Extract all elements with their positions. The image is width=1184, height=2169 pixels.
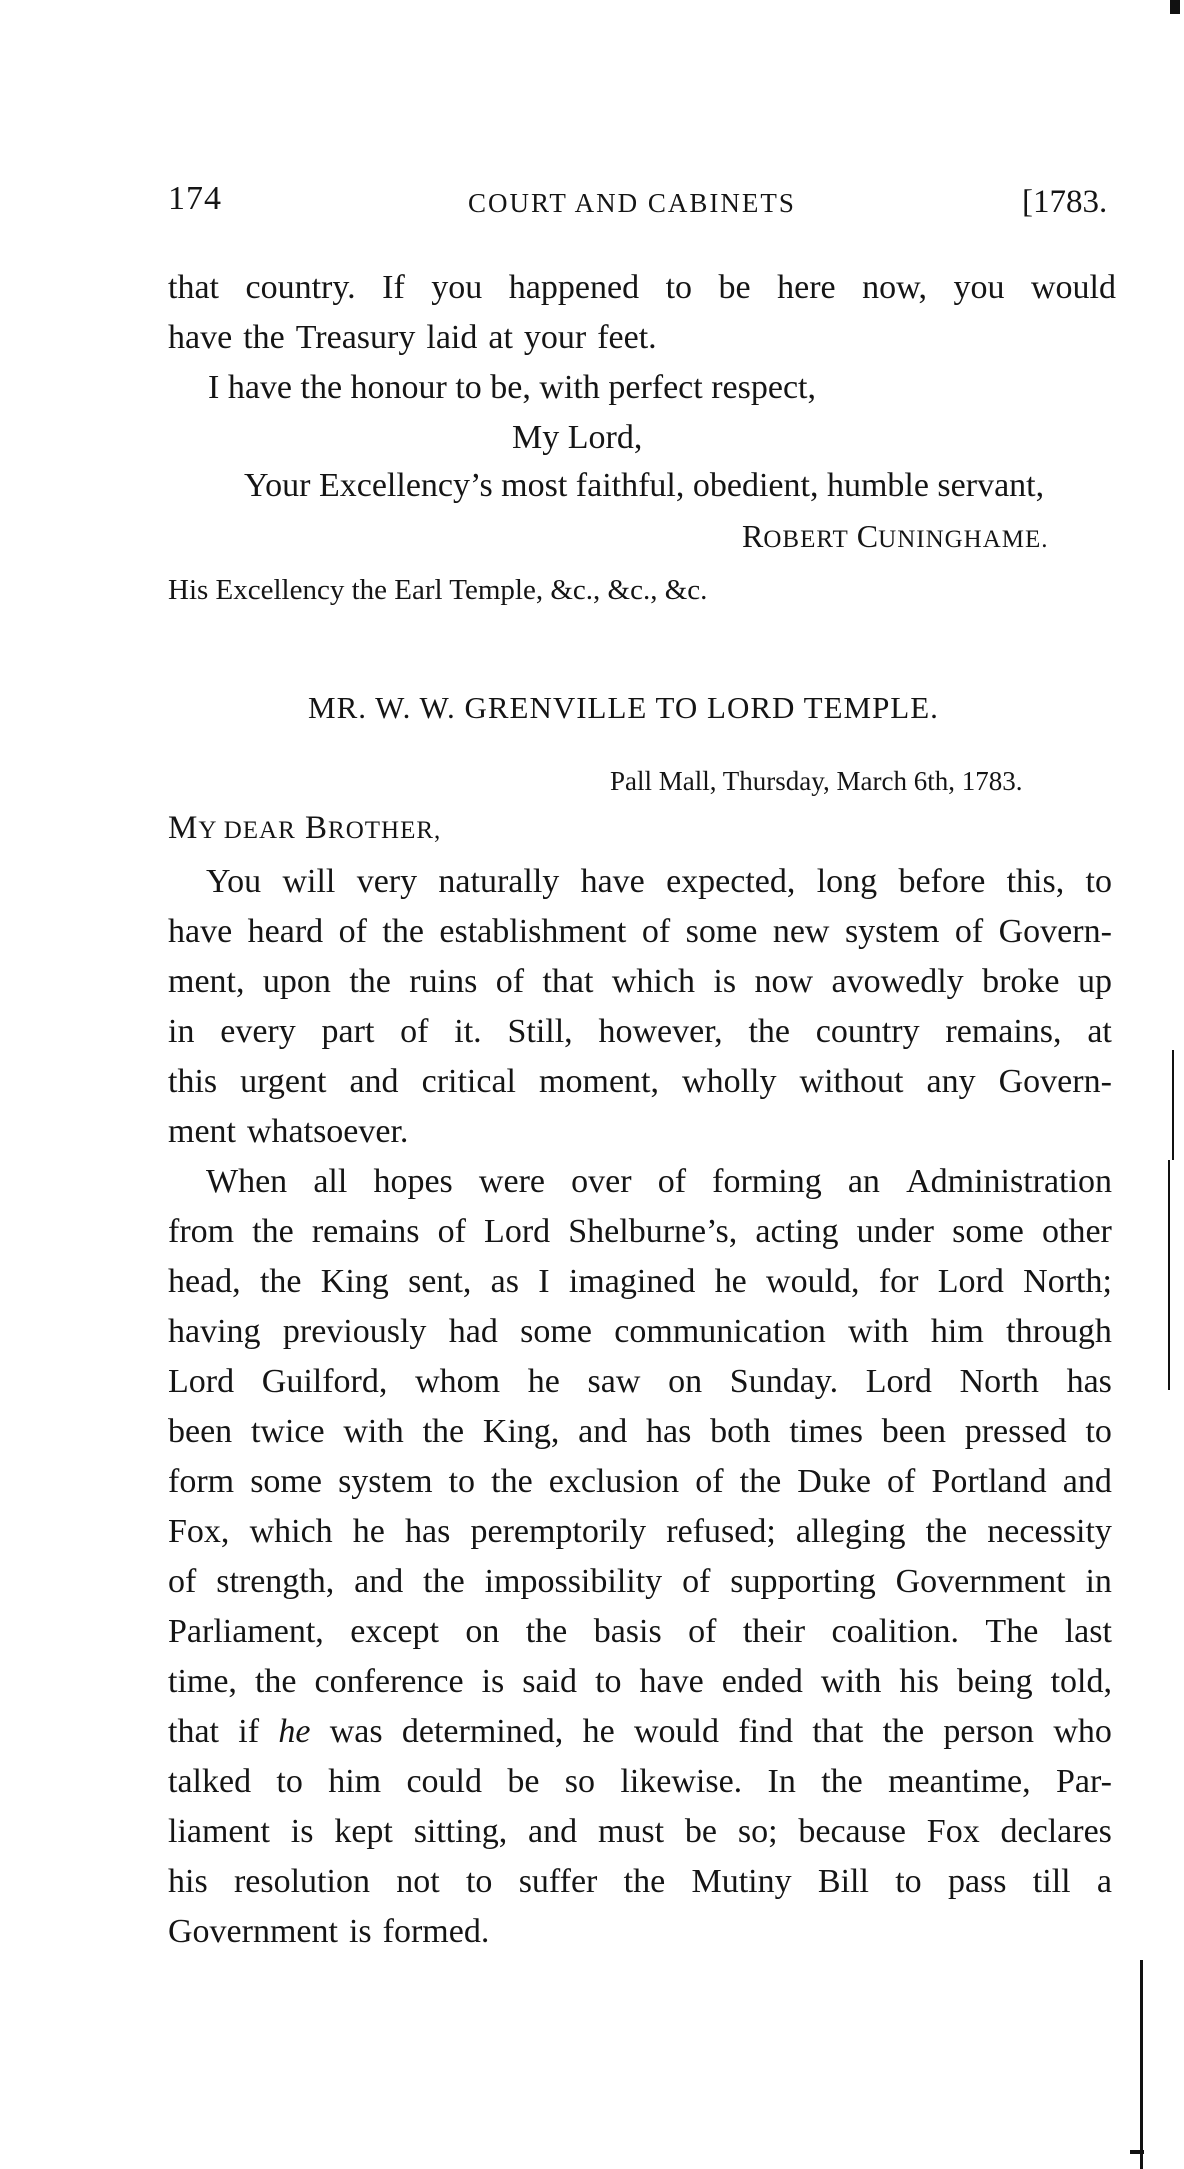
word: formed. — [382, 1913, 490, 1950]
word: I — [538, 1263, 550, 1300]
word: of — [657, 1163, 687, 1200]
word: you — [431, 269, 483, 306]
word: Lord — [484, 1213, 551, 1250]
word: had — [448, 1313, 498, 1350]
word: with — [820, 1663, 882, 1700]
word: who — [1053, 1713, 1112, 1750]
word: communication — [614, 1313, 826, 1350]
word: system — [844, 913, 940, 950]
word: be — [507, 1763, 540, 1800]
word: all — [313, 1163, 348, 1200]
word: times — [789, 1413, 863, 1450]
paragraph-2-line — [168, 1662, 1112, 1702]
word: on — [668, 1363, 703, 1400]
word: talked — [168, 1763, 252, 1800]
scan-edge-line-bottom — [1130, 2150, 1144, 2154]
previous-letter-line — [168, 318, 1116, 358]
word: remains, — [945, 1013, 1062, 1050]
word: pressed — [964, 1413, 1067, 1450]
word: When — [206, 1163, 288, 1200]
word: he — [582, 1713, 615, 1750]
word: being — [957, 1663, 1033, 1700]
word: that — [168, 269, 219, 306]
word: been — [881, 1413, 946, 1450]
word: is — [481, 1663, 505, 1700]
word: King, — [482, 1413, 560, 1450]
word: with — [343, 1413, 404, 1450]
word: declares — [1000, 1813, 1112, 1850]
word: and — [578, 1413, 628, 1450]
word: part — [321, 1013, 375, 1050]
word: find — [738, 1713, 794, 1750]
word: Bill — [817, 1863, 869, 1900]
word: of — [954, 913, 984, 950]
word: now, — [862, 269, 927, 306]
word: imagined — [568, 1263, 696, 1300]
word: has — [646, 1413, 692, 1450]
word: time, — [168, 1663, 237, 1700]
word: avowedly — [831, 963, 964, 1000]
word: an — [847, 1163, 880, 1200]
word: Shelburne’s, — [568, 1213, 738, 1250]
word: his — [899, 1663, 940, 1700]
word: sent, — [408, 1263, 472, 1300]
word: new — [772, 913, 830, 950]
paragraph-2-line — [168, 1562, 1112, 1602]
word: he — [714, 1263, 747, 1300]
word: peremptorily — [470, 1513, 647, 1550]
word: will — [282, 863, 336, 900]
word: is — [713, 963, 737, 1000]
word: Govern- — [998, 1063, 1112, 1100]
word: coalition. — [831, 1613, 960, 1650]
word: urgent — [240, 1063, 327, 1100]
word: so; — [737, 1813, 778, 1850]
word: meantime, — [888, 1763, 1031, 1800]
word: both — [710, 1413, 771, 1450]
word: would, — [766, 1263, 860, 1300]
paragraph-2-line — [168, 1262, 1112, 1302]
word: some — [952, 1213, 1024, 1250]
word: the — [882, 1713, 925, 1750]
word: and — [354, 1563, 404, 1600]
word: establishment — [439, 913, 627, 950]
word: except — [350, 1613, 439, 1650]
salutation-rest-1: Y DEAR — [198, 817, 296, 844]
word: now — [754, 963, 814, 1000]
word: to — [665, 269, 693, 306]
word: and — [528, 1813, 578, 1850]
word: you — [953, 269, 1005, 306]
word: last — [1064, 1613, 1112, 1650]
word: and — [349, 1063, 399, 1100]
word: necessity — [987, 1513, 1112, 1550]
word: in — [168, 1013, 195, 1050]
word: up — [1077, 963, 1112, 1000]
word: here — [777, 269, 836, 306]
word: the — [525, 1613, 568, 1650]
word: with — [848, 1313, 909, 1350]
word: North — [959, 1363, 1039, 1400]
word: of — [887, 1463, 916, 1500]
word: of — [688, 1613, 717, 1650]
word: the — [491, 1463, 533, 1500]
word: Lord — [865, 1363, 932, 1400]
word: of — [400, 1013, 429, 1050]
running-title: COURT AND CABINETS — [468, 188, 796, 218]
paragraph-1-line — [168, 962, 1112, 1002]
word: strength, — [216, 1563, 335, 1600]
word: Government — [168, 1913, 338, 1950]
word: ended — [721, 1663, 803, 1700]
servant-line: Your Excellency’s most faithful, obedient, humble servant, — [244, 467, 1045, 504]
word: of — [682, 1563, 711, 1600]
paragraph-1-line — [168, 1012, 1112, 1052]
word: person — [943, 1713, 1035, 1750]
word: would — [1031, 269, 1116, 306]
word: Government — [895, 1563, 1066, 1600]
word: the — [748, 1013, 790, 1050]
word: pass — [947, 1863, 1007, 1900]
paragraph-2-line — [168, 1412, 1112, 1452]
word: of — [695, 1463, 724, 1500]
word: if — [238, 1713, 260, 1750]
my-lord-line: My Lord, — [512, 419, 643, 456]
word: must — [597, 1813, 665, 1850]
word: under — [856, 1213, 935, 1250]
word: determined, — [401, 1713, 564, 1750]
word: twice — [250, 1413, 325, 1450]
word: was — [329, 1713, 383, 1750]
word: resolution — [233, 1863, 370, 1900]
word: Lord — [937, 1263, 1004, 1300]
word: could — [406, 1763, 483, 1800]
word: expected, — [666, 863, 796, 900]
word: have — [168, 913, 233, 950]
word: has — [405, 1513, 451, 1550]
word: system — [338, 1463, 433, 1500]
signature-rest-1: OBERT — [763, 526, 849, 553]
word: Fox, — [168, 1513, 230, 1550]
word: country. — [245, 269, 356, 306]
dateline: Pall Mall, Thursday, March 6th, 1783. — [610, 766, 1023, 796]
paragraph-2-line — [168, 1312, 1112, 1352]
scan-edge-line-lower — [1140, 1960, 1143, 2169]
previous-letter-line — [168, 268, 1116, 308]
word: of — [168, 1563, 197, 1600]
word: not — [396, 1863, 440, 1900]
signature-initial-2: C — [856, 518, 879, 554]
word: hopes — [373, 1163, 453, 1200]
word: feet. — [597, 319, 657, 356]
running-year: [1783. — [1022, 184, 1108, 220]
word: is — [290, 1813, 314, 1850]
word: of — [338, 913, 367, 950]
word: for — [878, 1263, 919, 1300]
word: to — [276, 1763, 303, 1800]
word: been — [168, 1413, 233, 1450]
word: said — [522, 1663, 578, 1700]
word: have — [168, 319, 233, 356]
word: have — [639, 1663, 704, 1700]
word: exclusion — [548, 1463, 680, 1500]
word: having — [168, 1313, 261, 1350]
word: the — [423, 1563, 465, 1600]
paragraph-2-line — [168, 1212, 1112, 1252]
word: the — [739, 1463, 782, 1500]
word: Govern- — [998, 913, 1112, 950]
word: the — [254, 1663, 297, 1700]
word: wholly — [682, 1063, 777, 1100]
word: whatsoever. — [246, 1113, 409, 1150]
word: any — [926, 1063, 976, 1100]
word: is — [348, 1913, 372, 1950]
word: naturally — [438, 863, 560, 900]
paragraph-1-line — [168, 1112, 1112, 1152]
word: which — [611, 963, 695, 1000]
word: he — [527, 1363, 560, 1400]
word: impossibility — [484, 1563, 663, 1600]
word: long — [816, 863, 878, 900]
word: to — [595, 1663, 622, 1700]
word: Portland — [931, 1463, 1047, 1500]
signature-rest-2: UNINGHAME. — [878, 526, 1049, 553]
word: very — [356, 863, 418, 900]
word: Par- — [1056, 1763, 1112, 1800]
word: because — [798, 1813, 906, 1850]
salutation-rest-2: ROTHER, — [328, 817, 442, 844]
paragraph-1-line — [168, 1062, 1112, 1102]
word: your — [523, 319, 587, 356]
word: and — [1062, 1463, 1112, 1500]
word: have — [580, 863, 645, 900]
word: ment — [168, 1113, 236, 1150]
paragraph-2-line — [168, 1762, 1112, 1802]
word: head, — [168, 1263, 241, 1300]
word: some — [520, 1313, 592, 1350]
word: every — [220, 1013, 296, 1050]
word: If — [382, 269, 405, 306]
word: to — [465, 1863, 493, 1900]
word: saw — [587, 1363, 641, 1400]
word: Administration — [906, 1163, 1112, 1200]
word: Treasury — [295, 319, 416, 356]
word: laid — [426, 319, 478, 356]
word: that — [168, 1713, 219, 1750]
word: at — [488, 319, 513, 356]
word: a — [1096, 1863, 1112, 1900]
word: Duke — [797, 1463, 871, 1500]
word: Mutiny — [691, 1863, 792, 1900]
word: this — [168, 1063, 218, 1100]
word: the — [925, 1513, 968, 1550]
word: it. — [454, 1013, 482, 1050]
word: over — [571, 1163, 632, 1200]
word: which — [249, 1513, 333, 1550]
word: has — [1066, 1363, 1112, 1400]
word: King — [320, 1263, 389, 1300]
paragraph-2-line — [168, 1862, 1112, 1902]
word: form — [168, 1463, 235, 1500]
word: kept — [334, 1813, 393, 1850]
word: acting — [755, 1213, 839, 1250]
word: of — [495, 963, 525, 1000]
word: refused; — [666, 1513, 776, 1550]
word: were — [478, 1163, 545, 1200]
courtesy-line: I have the honour to be, with perfect respect, — [208, 369, 816, 406]
word: The — [985, 1613, 1039, 1650]
word: country — [815, 1013, 920, 1050]
word: their — [742, 1613, 806, 1650]
word: happened — [508, 269, 640, 306]
addressee: His Excellency the Earl Temple, &c., &c., &c. — [168, 574, 708, 606]
word: You — [206, 863, 262, 900]
word: sitting, — [413, 1813, 508, 1850]
word: to — [1085, 863, 1112, 900]
word: however, — [598, 1013, 723, 1050]
word: this, — [1006, 863, 1065, 900]
paragraph-2-line — [168, 1812, 1112, 1852]
word: told, — [1050, 1663, 1112, 1700]
word: the — [252, 1213, 294, 1250]
scan-edge-mark-top — [1170, 0, 1180, 14]
word: that — [542, 963, 594, 1000]
paragraph-2-line — [206, 1162, 1112, 1202]
word: In — [767, 1763, 796, 1800]
salutation-initial-1: M — [168, 810, 199, 846]
word: critical — [421, 1063, 516, 1100]
word: some — [685, 913, 758, 950]
word: in — [1085, 1563, 1112, 1600]
word: the — [623, 1863, 666, 1900]
word: the — [259, 1263, 302, 1300]
word: likewise. — [620, 1763, 743, 1800]
paragraph-2-line — [168, 1612, 1112, 1652]
word: Lord — [168, 1363, 235, 1400]
word: that — [812, 1713, 864, 1750]
word: Guilford, — [261, 1363, 388, 1400]
word: of — [641, 913, 671, 950]
word: be — [684, 1813, 718, 1850]
word: would — [633, 1713, 719, 1750]
word: his — [168, 1863, 208, 1900]
word: Still, — [507, 1013, 573, 1050]
word: the — [243, 319, 285, 356]
word: North; — [1023, 1263, 1112, 1300]
word: remains — [311, 1213, 420, 1250]
word: suffer — [518, 1863, 598, 1900]
word: before — [898, 863, 986, 900]
word: supporting — [730, 1563, 876, 1600]
signature — [742, 516, 1049, 560]
paragraph-2-line — [168, 1462, 1112, 1502]
word: the — [422, 1413, 465, 1450]
scan-edge-line-middle — [1168, 1160, 1170, 1390]
word: conference — [314, 1663, 464, 1700]
word: the — [349, 963, 391, 1000]
word: from — [168, 1213, 235, 1250]
signature-initial-1: R — [742, 518, 764, 554]
word: some — [250, 1463, 322, 1500]
word: on — [465, 1613, 500, 1650]
word: till — [1032, 1863, 1071, 1900]
word: heard — [247, 913, 324, 950]
word: as — [490, 1263, 519, 1300]
word: to — [448, 1463, 476, 1500]
word: he — [352, 1513, 385, 1550]
word: Sunday. — [729, 1363, 839, 1400]
paragraph-2-line — [168, 1362, 1112, 1402]
word: Parliament, — [168, 1613, 324, 1650]
word: ruins — [409, 963, 478, 1000]
word: the — [821, 1763, 863, 1800]
word: be — [718, 269, 751, 306]
word: through — [1006, 1313, 1112, 1350]
scan-edge-line-upper — [1172, 1050, 1174, 1160]
word: alleging — [795, 1513, 906, 1550]
letter-heading: MR. W. W. GRENVILLE TO LORD TEMPLE. — [308, 690, 939, 725]
word: so — [564, 1763, 596, 1800]
word: of — [437, 1213, 466, 1250]
word: to — [1085, 1413, 1112, 1450]
salutation-initial-2: B — [305, 810, 329, 846]
word: basis — [593, 1613, 662, 1650]
word: ment, — [168, 963, 245, 1000]
page-number: 174 — [168, 180, 222, 217]
word: whom — [415, 1363, 501, 1400]
word: at — [1087, 1013, 1112, 1050]
word: liament — [168, 1813, 270, 1850]
word: the — [382, 913, 424, 950]
word: he — [278, 1713, 311, 1750]
salutation — [168, 810, 441, 847]
word: previously — [282, 1313, 427, 1350]
word: without — [799, 1063, 904, 1100]
word: Fox — [926, 1813, 980, 1850]
word: him — [930, 1313, 984, 1350]
paragraph-2-line — [168, 1712, 1112, 1752]
word: upon — [262, 963, 331, 1000]
word: broke — [982, 963, 1060, 1000]
word: other — [1042, 1213, 1112, 1250]
paragraph-1-line — [206, 862, 1112, 902]
word: moment, — [539, 1063, 659, 1100]
word: him — [328, 1763, 382, 1800]
word: to — [895, 1863, 922, 1900]
word: forming — [712, 1163, 822, 1200]
paragraph-2-line — [168, 1512, 1112, 1552]
paragraph-2-line — [168, 1912, 1112, 1952]
paragraph-1-line — [168, 912, 1112, 952]
